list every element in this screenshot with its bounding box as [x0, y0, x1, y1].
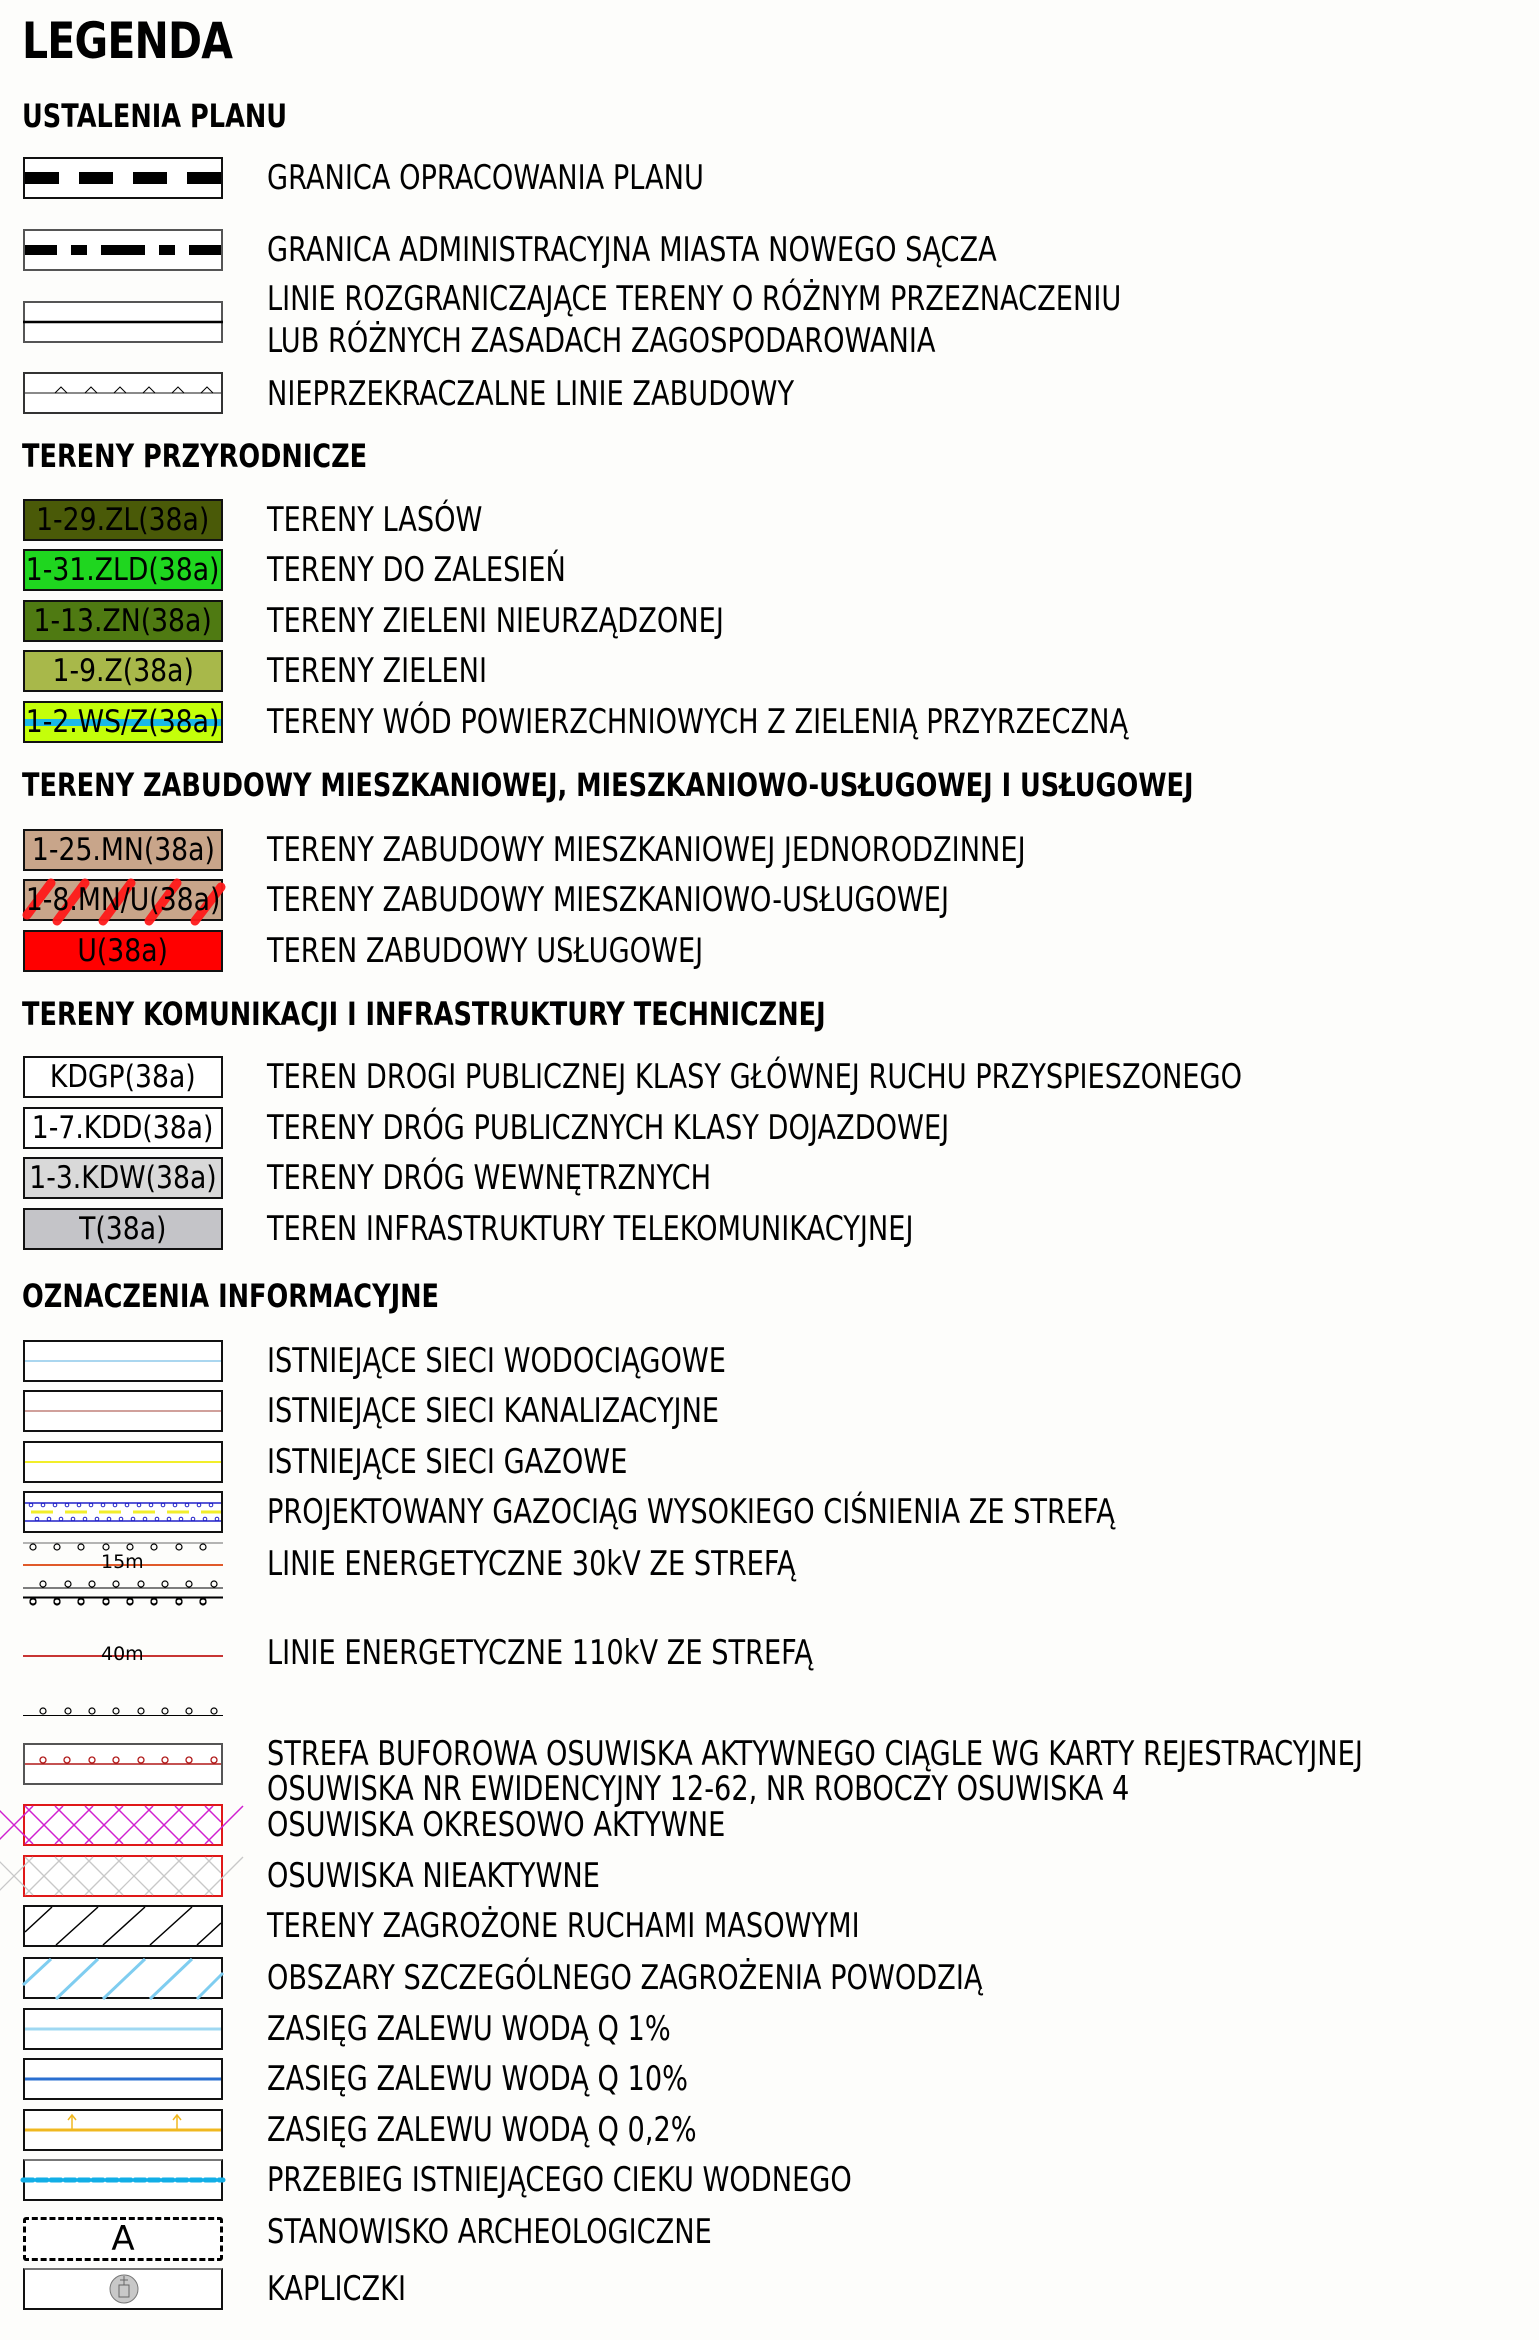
section-heading-oznaczenia: OZNACZENIA INFORMACYJNE	[22, 1277, 440, 1315]
swatch-single-family	[23, 829, 223, 871]
swatch-code: 1-9.Z(38a)	[52, 653, 194, 689]
solid-line-icon	[25, 303, 221, 341]
swatch-code: 1-31.ZLD(38a)	[26, 552, 220, 588]
legend-label-telecom: TEREN INFRASTRUKTURY TELEKOMUNIKACYJNEJ	[267, 1209, 914, 1249]
legend-label-forest: TERENY LASÓW	[267, 500, 483, 540]
legend-label-flood-q10: ZASIĘG ZALEWU WODĄ Q 10%	[267, 2059, 689, 2099]
chapel-symbol	[23, 2268, 223, 2310]
stream-symbol	[23, 2159, 223, 2201]
legend-label-landslide-buffer-2: OSUWISKA NR EWIDENCYJNY 12-62, NR ROBOCZY OSUWISKA 4	[267, 1769, 1130, 1809]
gas-line-icon	[25, 1443, 221, 1481]
swatch-code: 1-13.ZN(38a)	[33, 603, 213, 639]
flood-q10-symbol	[23, 2058, 223, 2100]
legend-label-surface-water: TERENY WÓD POWIERZCHNIOWYCH Z ZIELENIĄ PRZYRZECZNĄ	[267, 702, 1129, 742]
legend-label-landslide-buffer-1: STREFA BUFOROWA OSUWISKA AKTYWNEGO CIĄGLE WG KARTY REJESTRACYJNEJ	[267, 1734, 1363, 1774]
legend-label-flood-hazard: OBSZARY SZCZEGÓLNEGO ZAGROŻENIA POWODZIĄ	[267, 1958, 983, 1998]
legend-label-flood-q02: ZASIĘG ZALEWU WODĄ Q 0,2%	[267, 2110, 697, 2150]
legend-title: LEGENDA	[22, 12, 233, 70]
legend-label-plan-boundary: GRANICA OPRACOWANIA PLANU	[267, 158, 704, 198]
power-110kv-symbol	[23, 1593, 223, 1713]
legend-label-water-network: ISTNIEJĄCE SIECI WODOCIĄGOWE	[267, 1341, 726, 1381]
water-network-symbol	[23, 1340, 223, 1382]
hatch-black-icon	[25, 1907, 221, 1945]
gas-pipeline-symbol	[23, 1491, 223, 1533]
landslide-buffer-icon	[25, 1745, 221, 1783]
legend-label-gas-pipeline: PROJEKTOWANY GAZOCIĄG WYSOKIEGO CIŚNIENIA ZE STREFĄ	[267, 1492, 1115, 1532]
legend-label-demarcation-line-2: LUB RÓŻNYCH ZASADACH ZAGOSPODAROWANIA	[267, 321, 936, 361]
inactive-landslide-symbol	[23, 1855, 223, 1897]
admin-boundary-symbol	[23, 229, 223, 271]
swatch-code: KDGP(38a)	[50, 1059, 196, 1095]
water-line-icon	[25, 1342, 221, 1380]
swatch-code: 1-7.KDD(38a)	[32, 1110, 214, 1146]
legend-label-flood-q1: ZASIĘG ZALEWU WODĄ Q 1%	[267, 2009, 671, 2049]
archaeology-letter: A	[111, 2219, 135, 2259]
active-landslide-symbol	[23, 1804, 223, 1846]
swatch-code: 1-8.MN/U(38a)	[25, 882, 221, 918]
demarcation-line-symbol	[23, 301, 223, 343]
legend-label-single-family: TERENY ZABUDOWY MIESZKANIOWEJ JEDNORODZINNEJ	[267, 830, 1026, 870]
legend-label-active-landslide: OSUWISKA OKRESOWO AKTYWNE	[267, 1805, 726, 1845]
swatch-code: T(38a)	[79, 1211, 167, 1247]
legend-label-service: TEREN ZABUDOWY USŁUGOWEJ	[267, 931, 704, 971]
mass-movement-symbol	[23, 1905, 223, 1947]
flood-q1-symbol	[23, 2008, 223, 2050]
swatch-unmanaged-green	[23, 600, 223, 642]
legend-label-main-road: TEREN DROGI PUBLICZNEJ KLASY GŁÓWNEJ RUCHU PRZYSPIESZONEGO	[267, 1057, 1243, 1097]
archaeology-symbol	[23, 2217, 223, 2261]
swatch-green	[23, 650, 223, 692]
swatch-code: 1-2.WS/Z(38a)	[26, 704, 220, 740]
swatch-access-road	[23, 1107, 223, 1149]
legend-label-power-30kv: LINIE ENERGETYCZNE 30kV ZE STREFĄ	[267, 1544, 796, 1584]
chapel-icon	[25, 2270, 221, 2308]
legend-label-internal-road: TERENY DRÓG WEWNĘTRZNYCH	[267, 1158, 712, 1198]
section-heading-tereny-zabudowy: TERENY ZABUDOWY MIESZKANIOWEJ, MIESZKANIOWO-USŁUGOWEJ I USŁUGOWEJ	[22, 766, 1194, 804]
legend-label-access-road: TERENY DRÓG PUBLICZNYCH KLASY DOJAZDOWEJ	[267, 1108, 950, 1148]
sewer-network-symbol	[23, 1390, 223, 1432]
swatch-telecom	[23, 1208, 223, 1250]
swatch-main-road	[23, 1056, 223, 1098]
flood-q02-symbol	[23, 2109, 223, 2151]
legend-label-chapel: KAPLICZKI	[267, 2269, 407, 2309]
section-heading-tereny-komunikacji: TERENY KOMUNIKACJI I INFRASTRUKTURY TECHNICZNEJ	[22, 995, 826, 1033]
legend-label-mass-movement: TERENY ZAGROŻONE RUCHAMI MASOWYMI	[267, 1906, 860, 1946]
swatch-residential-service	[23, 879, 223, 921]
legend-label-building-line: NIEPRZEKRACZALNE LINIE ZABUDOWY	[267, 374, 795, 414]
swatch-code: 1-3.KDW(38a)	[29, 1160, 217, 1196]
flood-hazard-symbol	[23, 1957, 223, 1999]
hatch-blue-icon	[25, 1959, 221, 1997]
flood-q02-arrow-icon	[25, 2111, 221, 2149]
legend-label-gas-network: ISTNIEJĄCE SIECI GAZOWE	[267, 1442, 628, 1482]
legend-label-residential-service: TERENY ZABUDOWY MIESZKANIOWO-USŁUGOWEJ	[267, 880, 949, 920]
stream-dotted-line-icon	[25, 2161, 221, 2199]
dash-dot-thick-line-icon	[25, 231, 221, 269]
zone-width-label: 15m	[101, 1551, 144, 1573]
legend-label-demarcation-line-1: LINIE ROZGRANICZAJĄCE TERENY O RÓŻNYM PRZEZNACZENIU	[267, 279, 1122, 319]
sewer-line-icon	[25, 1392, 221, 1430]
flood-q1-line-icon	[25, 2010, 221, 2048]
swatch-code: 1-29.ZL(38a)	[36, 502, 210, 538]
section-heading-ustalenia-planu: USTALENIA PLANU	[22, 97, 288, 135]
building-line-symbol	[23, 372, 223, 414]
legend-label-admin-boundary: GRANICA ADMINISTRACYJNA MIASTA NOWEGO SĄCZA	[267, 230, 997, 270]
landslide-buffer-symbol	[23, 1743, 223, 1785]
swatch-forest	[23, 499, 223, 541]
legend-label-power-110kv: LINIE ENERGETYCZNE 110kV ZE STREFĄ	[267, 1633, 813, 1673]
crosshatch-grey-icon	[25, 1857, 221, 1895]
swatch-afforestation	[23, 549, 223, 591]
legend-label-archaeology: STANOWISKO ARCHEOLOGICZNE	[267, 2212, 712, 2252]
plan-boundary-symbol	[23, 157, 223, 199]
swatch-surface-water	[23, 701, 223, 743]
zone-width-label: 40m	[101, 1643, 144, 1665]
section-heading-tereny-przyrodnicze: TERENY PRZYRODNICZE	[22, 437, 368, 475]
power-110kv-zone-line	[23, 1715, 223, 1716]
legend-label-afforestation: TERENY DO ZALESIEŃ	[267, 550, 566, 590]
crosshatch-magenta-icon	[25, 1806, 221, 1844]
legend-label-sewer-network: ISTNIEJĄCE SIECI KANALIZACYJNE	[267, 1391, 720, 1431]
gas-pipeline-zone-icon	[25, 1493, 221, 1531]
triangle-line-icon	[25, 374, 221, 412]
swatch-service	[23, 930, 223, 972]
gas-network-symbol	[23, 1441, 223, 1483]
swatch-internal-road	[23, 1157, 223, 1199]
swatch-code: 1-25.MN(38a)	[31, 832, 215, 868]
legend-label-green: TERENY ZIELENI	[267, 651, 488, 691]
legend-label-inactive-landslide: OSUWISKA NIEAKTYWNE	[267, 1856, 600, 1896]
legend-label-unmanaged-green: TERENY ZIELENI NIEURZĄDZONEJ	[267, 601, 724, 641]
flood-q10-line-icon	[25, 2060, 221, 2098]
swatch-code: U(38a)	[77, 933, 169, 969]
legend-label-stream: PRZEBIEG ISTNIEJĄCEGO CIEKU WODNEGO	[267, 2160, 852, 2200]
dashed-thick-line-icon	[25, 159, 221, 197]
